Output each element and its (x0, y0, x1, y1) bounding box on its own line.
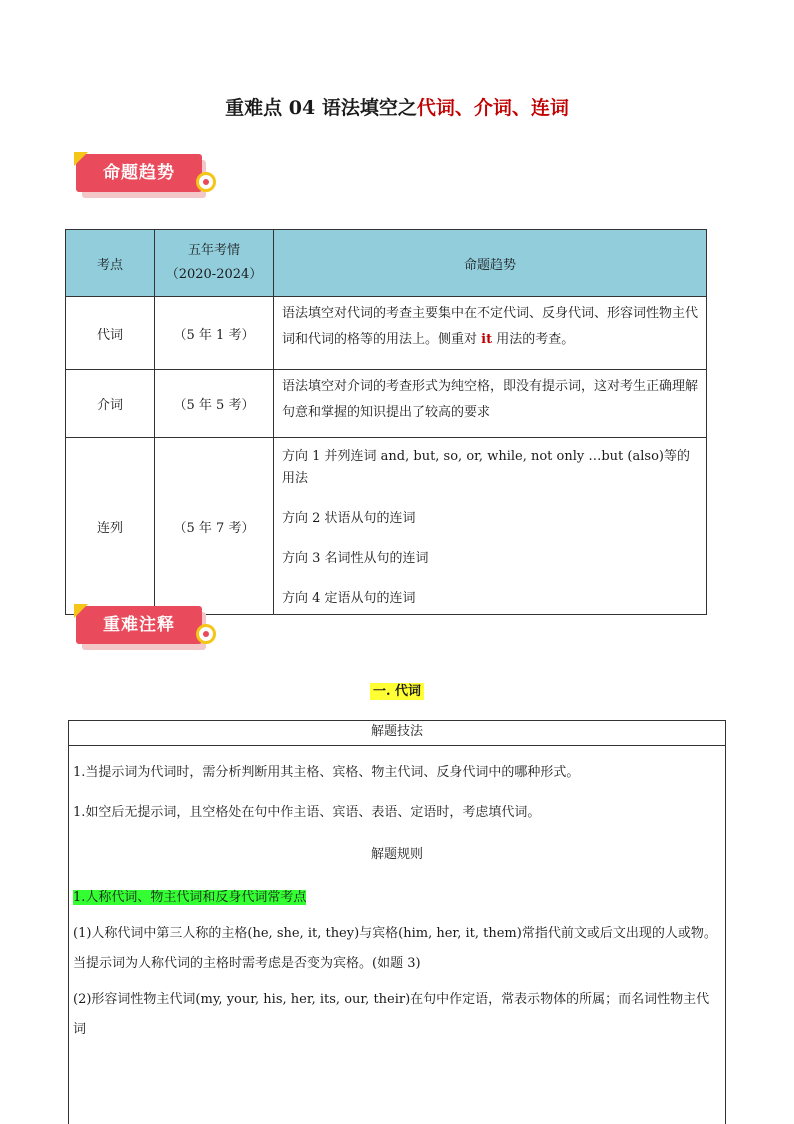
row-point: 代词 (66, 297, 155, 370)
row-trend-text: 语法填空对代词的考查主要集中在不定代词、反身代词、形容词性物主代词和代词的格等的用法上。侧重对 it 用法的考查。 (274, 297, 707, 370)
trend-badge (74, 152, 220, 202)
title-highlight: 代词、介词、连词 (416, 97, 569, 119)
trend-table (65, 229, 707, 615)
row-count: （5 年 1 考） (155, 297, 274, 370)
row-trend-text: 语法填空对介词的考查形式为纯空格，即没有提示词，这对考生正确理解句意和掌握的知识提出了较高的要求 (274, 370, 707, 438)
rule-item: (2)形容词性物主代词(my, your, his, her, its, our, their)在句中作定语，常表示物体的所属；而名词性物主代词 (73, 992, 710, 1037)
corner-triangle-icon (74, 604, 88, 618)
table-row (66, 297, 707, 370)
tip-item: 1.当提示词为代词时，需分析判断用其主格、宾格、物主代词、反身代词中的哪种形式。 (73, 765, 580, 780)
rule-heading: 1.人称代词、物主代词和反身代词常考点 (73, 890, 307, 905)
page-title (0, 93, 794, 120)
direction-item: 方向 1 并列连词 and, but, so, or, while, not only …but (also)等的用法 (282, 449, 690, 486)
box-title-methods: 解题技法 (370, 724, 423, 739)
table-header-row (66, 230, 707, 297)
header-years-line2: （2020-2024） (165, 267, 263, 282)
section-heading (0, 680, 794, 699)
header-years-line1: 五年考情 (187, 243, 240, 258)
trend-badge-label: 命题趋势 (76, 154, 202, 192)
box-title-rules: 解题规则 (370, 847, 423, 862)
header-trend: 命题趋势 (274, 230, 707, 297)
row-count: （5 年 5 考） (155, 370, 274, 438)
tip-item: 1.如空后无提示词，且空格处在句中作主语、宾语、表语、定语时，考虑填代词。 (73, 805, 541, 820)
row-point: 介词 (66, 370, 155, 438)
direction-item: 方向 4 定语从句的连词 (282, 591, 416, 606)
corner-triangle-icon (74, 152, 88, 166)
rule-item: (1)人称代词中第三人称的主格(he, she, it, they)与宾格(him, her, it, them)常指代前文或后文出现的人或物。当提示词为人称代词的主格时需考虑是否变为宾格。(如题 3) (73, 926, 717, 971)
row-count: （5 年 7 考） (155, 438, 274, 615)
ring-icon (196, 624, 216, 644)
header-years (155, 230, 274, 297)
row-directions (274, 438, 707, 615)
title-prefix: 重难点 04 语法填空之 (225, 97, 417, 119)
direction-item: 方向 2 状语从句的连词 (282, 511, 416, 526)
explain-badge (74, 604, 220, 654)
direction-item: 方向 3 名词性从句的连词 (282, 551, 429, 566)
header-point: 考点 (66, 230, 155, 297)
table-row (66, 438, 707, 615)
key-word: it (481, 332, 493, 347)
section-heading-text: 一. 代词 (370, 683, 424, 700)
ring-icon (196, 172, 216, 192)
method-box (68, 720, 726, 1124)
table-row (66, 370, 707, 438)
row-point: 连列 (66, 438, 155, 615)
explain-badge-label: 重难注释 (76, 606, 202, 644)
